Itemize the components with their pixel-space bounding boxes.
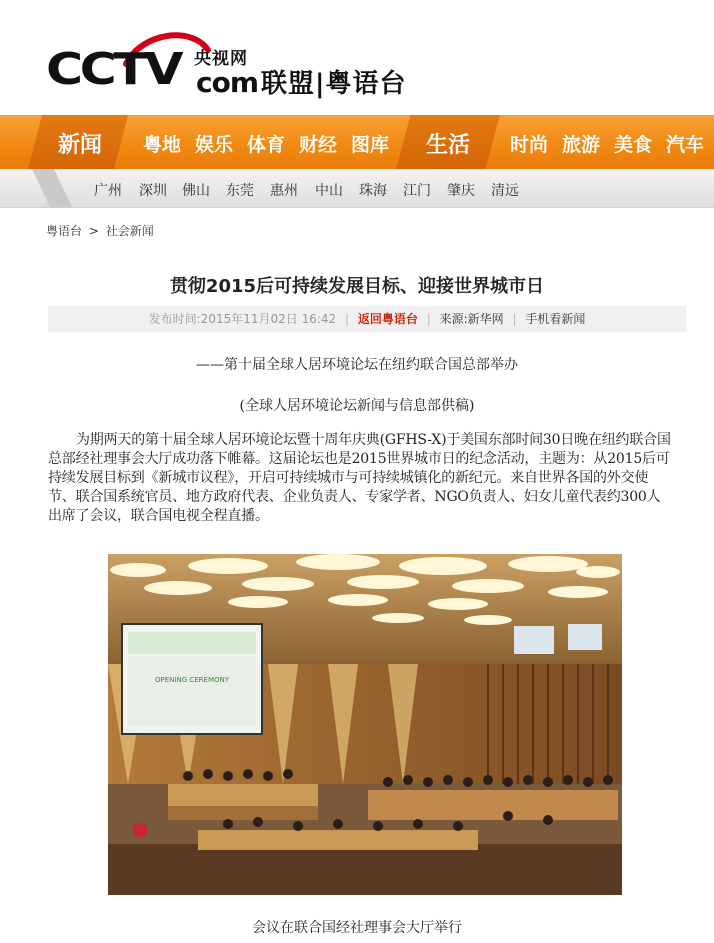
subnav-item-foshan[interactable]: 佛山 bbox=[182, 183, 210, 199]
logo-com-text: com bbox=[196, 66, 259, 99]
article-title: 贯彻2015后可持续发展目标、迎接世界城市日 bbox=[169, 276, 545, 297]
nav-item-entertainment[interactable]: 娱乐 bbox=[195, 134, 234, 156]
nav-item-travel[interactable]: 旅游 bbox=[562, 134, 601, 156]
cctv-logo[interactable] bbox=[46, 30, 466, 100]
subnav-item-dongguan[interactable]: 东莞 bbox=[226, 183, 254, 199]
site-name: 联盟|粤语台 bbox=[261, 69, 407, 99]
publish-time: 发布时间:2015年11月02日 16:42 bbox=[148, 312, 337, 326]
subnav-item-zhuhai[interactable]: 珠海 bbox=[359, 183, 387, 199]
logo-cctv-text: CCTV bbox=[46, 44, 181, 95]
nav-item-finance[interactable]: 财经 bbox=[299, 134, 338, 156]
back-to-channel-link[interactable]: 返回粤语台 bbox=[357, 312, 418, 326]
subnav-item-guangzhou[interactable]: 广州 bbox=[94, 183, 122, 199]
nav-item-yuedi[interactable]: 粤地 bbox=[143, 134, 182, 156]
nav-item-life[interactable]: 生活 bbox=[426, 133, 471, 158]
article-paragraph: 为期两天的第十届全球人居环境论坛暨十周年庆典(GFHS-X)于美国东部时间30日晚在纽约联合国总部经社理事会大厅成功落下帷幕。这届论坛也是2015世界城市日的纪念活动，主题为：从2015后可持续发展目标到《新城市议程》，开启可持续城市与可持续城镇化的新纪元。来自世界各国的外交使节、联合国系统官员、地方政府代表、企业负责人、专家学者、NGO负责人、妇女儿童代表约300人出席了会议，联合国电视全程直播。 bbox=[48, 432, 671, 524]
article-attribution: (全球人居环境论坛新闻与信息部供稿) bbox=[239, 398, 475, 414]
conference-photo bbox=[108, 554, 622, 895]
city-subnav bbox=[0, 169, 714, 208]
breadcrumb-home[interactable]: 粤语台 bbox=[46, 224, 83, 238]
article-source: 来源:新华网 bbox=[439, 312, 504, 326]
meta-divider: | bbox=[345, 312, 350, 326]
main-nav bbox=[0, 115, 714, 169]
nav-item-news[interactable]: 新闻 bbox=[58, 133, 103, 158]
subnav-notch bbox=[32, 169, 72, 207]
subnav-item-huizhou[interactable]: 惠州 bbox=[270, 183, 298, 199]
mobile-view-link[interactable]: 手机看新闻 bbox=[525, 312, 586, 326]
nav-item-sports[interactable]: 体育 bbox=[247, 134, 286, 156]
breadcrumb-separator: > bbox=[88, 224, 99, 238]
nav-item-fashion[interactable]: 时尚 bbox=[510, 134, 549, 156]
subnav-item-jiangmen[interactable]: 江门 bbox=[403, 183, 431, 199]
nav-item-auto[interactable]: 汽车 bbox=[666, 134, 705, 156]
meta-divider: | bbox=[426, 312, 431, 326]
article-subtitle: ——第十届全球人居环境论坛在纽约联合国总部举办 bbox=[196, 357, 518, 373]
meta-divider: | bbox=[512, 312, 517, 326]
breadcrumb bbox=[46, 222, 154, 239]
photo-caption: 会议在联合国经社理事会大厅举行 bbox=[252, 920, 462, 936]
nav-item-food[interactable]: 美食 bbox=[614, 134, 653, 156]
screen-title-text: OPENING CEREMONY bbox=[155, 676, 229, 684]
breadcrumb-section[interactable]: 社会新闻 bbox=[105, 224, 154, 238]
site-header bbox=[0, 0, 714, 115]
nav-item-gallery[interactable]: 图库 bbox=[351, 134, 390, 156]
logo-cn-small: 央视网 bbox=[194, 49, 248, 69]
subnav-item-qingyuan[interactable]: 清远 bbox=[491, 183, 519, 199]
conference-hall-illustration bbox=[108, 554, 622, 895]
subnav-item-zhaoqing[interactable]: 肇庆 bbox=[447, 183, 475, 199]
subnav-item-zhongshan[interactable]: 中山 bbox=[315, 183, 343, 199]
subnav-item-shenzhen[interactable]: 深圳 bbox=[139, 183, 167, 199]
article-meta bbox=[48, 306, 686, 332]
